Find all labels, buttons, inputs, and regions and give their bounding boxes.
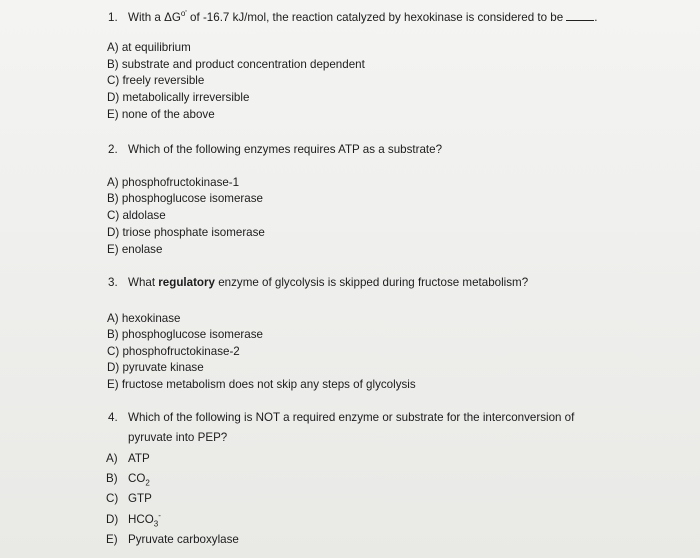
q4-option-b-text: CO xyxy=(128,472,146,485)
q4-option-a xyxy=(106,451,150,468)
q1-option-d: D) metabolically irreversible xyxy=(107,91,250,104)
question-4-number: 4. xyxy=(108,411,118,424)
q4-option-a-text: ATP xyxy=(128,452,150,465)
q4-option-e xyxy=(106,532,239,549)
q1-option-c: C) freely reversible xyxy=(107,74,205,87)
q4-option-d-text: HCO xyxy=(128,513,154,526)
question-2 xyxy=(108,142,442,158)
q2-option-b: B) phosphoglucose isomerase xyxy=(107,192,263,205)
q3-option-c: C) phosphofructokinase-2 xyxy=(107,345,240,358)
answer-blank xyxy=(566,10,594,21)
q4-option-c-letter: C) xyxy=(106,492,119,505)
question-2-number: 2. xyxy=(108,143,118,156)
q2-option-c: C) aldolase xyxy=(107,209,166,222)
q4-option-d-sup: - xyxy=(158,511,161,521)
q4-option-d-letter: D) xyxy=(106,513,119,526)
q4-option-b xyxy=(106,471,150,488)
q4-option-d xyxy=(106,512,161,529)
question-3-text-bold: regulatory xyxy=(158,276,215,289)
q4-option-c-text: GTP xyxy=(128,492,152,505)
q3-option-e: E) fructose metabolism does not skip any steps of glycolysis xyxy=(107,378,416,391)
question-3-number: 3. xyxy=(108,276,118,289)
q1-option-b: B) substrate and product concentration dependent xyxy=(107,58,365,71)
q2-option-a: A) phosphofructokinase-1 xyxy=(107,176,240,189)
question-3 xyxy=(108,275,528,291)
q4-option-e-letter: E) xyxy=(106,533,118,546)
question-2-text: Which of the following enzymes requires ATP as a substrate? xyxy=(128,143,443,156)
question-1-text-pre: With a ΔG xyxy=(128,11,181,24)
question-4-text-line1: Which of the following is NOT a required enzyme or substrate for the interconversion of xyxy=(128,411,575,424)
q4-option-e-text: Pyruvate carboxylase xyxy=(128,533,239,546)
q3-option-d: D) pyruvate kinase xyxy=(107,361,204,374)
q4-option-a-letter: A) xyxy=(106,452,118,465)
q3-option-b: B) phosphoglucose isomerase xyxy=(107,328,263,341)
q1-option-e: E) none of the above xyxy=(107,108,215,121)
question-4-text-line2: pyruvate into PEP? xyxy=(128,431,228,444)
question-1-number: 1. xyxy=(108,11,118,24)
question-3-text-post: enzyme of glycolysis is skipped during fructose metabolism? xyxy=(214,276,529,289)
q2-option-e: E) enolase xyxy=(107,243,163,256)
question-1-text-sup: o' xyxy=(180,9,187,19)
question-3-text-pre: What xyxy=(128,276,159,289)
question-1-text-post: of -16.7 kJ/mol, the reaction catalyzed by hexokinase is considered to be xyxy=(186,11,564,24)
q2-option-d: D) triose phosphate isomerase xyxy=(107,226,265,239)
q4-option-d-sub: 3 xyxy=(153,519,159,529)
question-1: 1. With a $\Delta G^{o'}$ of -16.7 kJ/mol, the reaction catalyzed by hexokinase is considered to be . xyxy=(108,9,598,24)
q4-option-b-sub: 2 xyxy=(145,478,150,488)
q4-option-c xyxy=(106,491,152,508)
question-4 xyxy=(108,410,574,426)
q4-option-b-letter: B) xyxy=(106,472,118,485)
question-4-line2 xyxy=(128,430,227,446)
q1-option-a: A) at equilibrium xyxy=(107,41,191,54)
q3-option-a: A) hexokinase xyxy=(107,312,181,325)
